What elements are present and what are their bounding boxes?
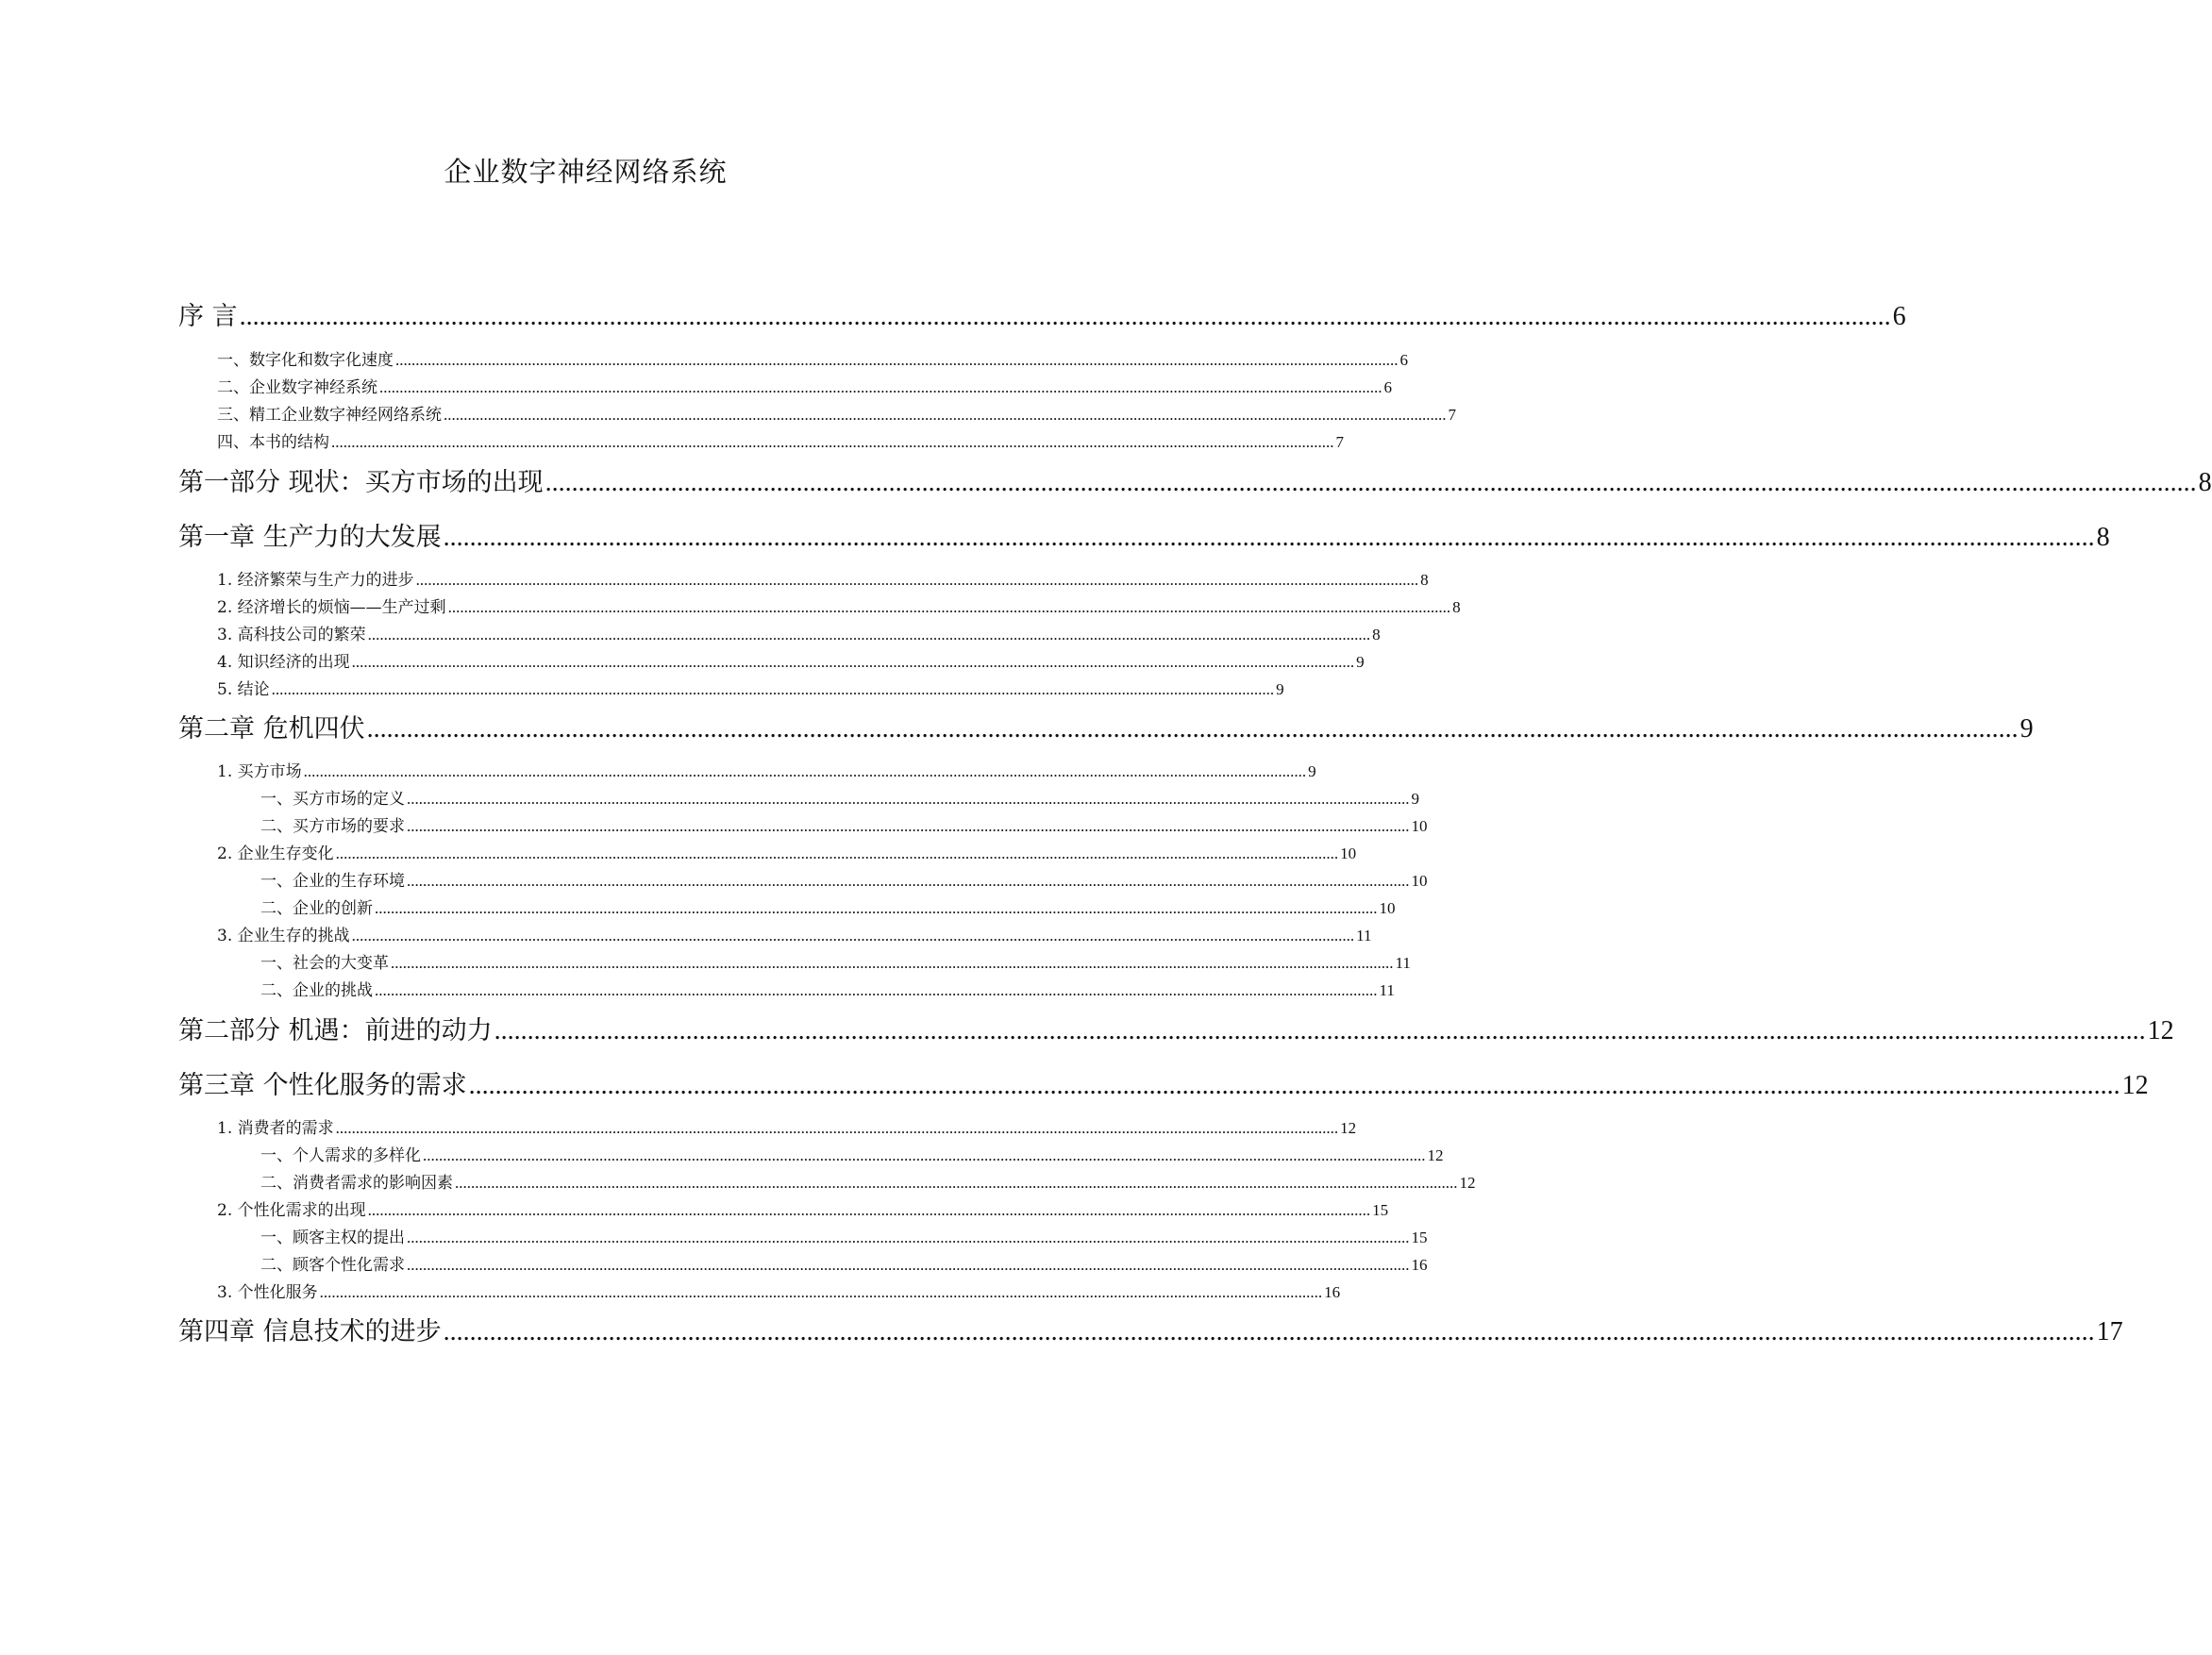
toc-leader-dots: .......................................................................................................................................................................................................................................................... (367, 626, 1371, 644)
toc-entry-label: 3. 高科技公司的繁荣 (217, 626, 366, 644)
toc-entry-label: 第二部分 机遇：前进的动力 (178, 1016, 493, 1045)
toc-page-number: 11 (1356, 927, 1372, 945)
toc-entry-subsection[interactable] (260, 896, 1396, 921)
toc-entry-label: 5. 结论 (217, 680, 270, 699)
toc-page-number: 10 (1411, 817, 1428, 835)
toc-page-number: 7 (1448, 406, 1456, 424)
toc-entry-section[interactable] (217, 650, 1365, 675)
toc-entry-label: 4. 知识经济的出现 (217, 653, 350, 672)
toc-entry-label: 二、消费者需求的影响因素 (260, 1174, 453, 1193)
toc-entry-subsection[interactable] (260, 1253, 1428, 1278)
toc-entry-label: 一、顾客主权的提出 (260, 1229, 405, 1247)
toc-page-number: 11 (1379, 981, 1395, 999)
toc-page-number: 9 (1356, 653, 1365, 671)
toc-page-number: 12 (2147, 1016, 2174, 1045)
toc-entry-preface[interactable] (178, 298, 1906, 336)
toc-entry-label: 2. 企业生存变化 (217, 844, 334, 863)
toc-page-number: 10 (1411, 872, 1428, 890)
toc-page-number: 11 (1395, 954, 1411, 972)
toc-entry-section[interactable] (217, 1280, 1341, 1305)
toc-entry-label: 3. 个性化服务 (217, 1283, 318, 1302)
toc-entry-chapter[interactable] (178, 519, 2110, 557)
toc-entry-label: 第二章 危机四伏 (178, 714, 365, 744)
toc-leader-dots: .......................................................................................................................................................................................................................................................... (375, 981, 1378, 999)
toc-page-number: 15 (1372, 1201, 1389, 1219)
toc-leader-dots: .......................................................................................................................................................................................................................................................... (319, 1283, 1323, 1301)
toc-entry-subsection[interactable] (260, 1171, 1476, 1195)
toc-page-number: 9 (1276, 680, 1284, 698)
toc-page-number: 6 (1383, 378, 1392, 396)
toc-entry-label: 一、买方市场的定义 (260, 790, 405, 809)
toc-entry-label: 一、企业的生存环境 (260, 872, 405, 891)
document-title: 企业数字神经网络系统 (444, 156, 728, 188)
toc-entry-label: 序 言 (178, 302, 238, 331)
toc-entry-subsection[interactable] (260, 869, 1428, 894)
toc-page-number: 15 (1411, 1229, 1428, 1246)
toc-entry-label: 第三章 个性化服务的需求 (178, 1071, 467, 1100)
toc-page-number: 17 (2096, 1317, 2123, 1346)
toc-page-number: 12 (1427, 1146, 1444, 1164)
toc-entry-section[interactable] (217, 1198, 1389, 1223)
toc-entry-subsection[interactable] (260, 814, 1428, 839)
toc-leader-dots: .......................................................................................................................................................................................................................................................... (415, 571, 1419, 589)
toc-page-number: 9 (2019, 714, 2034, 744)
toc-page-number: 16 (1411, 1256, 1428, 1274)
toc-entry-section[interactable] (217, 348, 1408, 373)
toc-entry-label: 1. 消费者的需求 (217, 1119, 334, 1138)
toc-page-number: 8 (1372, 626, 1381, 644)
toc-page-number: 7 (1335, 433, 1344, 451)
toc-entry-section[interactable] (217, 924, 1372, 948)
toc-page-number: 12 (1340, 1119, 1357, 1137)
toc-leader-dots: .......................................................................................................................................................................................................................................................... (407, 817, 1410, 835)
toc-page-number: 6 (1399, 351, 1408, 369)
toc-entry-section[interactable] (217, 760, 1316, 784)
toc-leader-dots: .......................................................................................................................................................................................................................................................... (395, 351, 1399, 369)
toc-leader-dots: .......................................................................................................................................................................................................................................................... (407, 790, 1410, 808)
toc-page-number: 12 (1459, 1174, 1476, 1192)
toc-leader-dots: .......................................................................................................................................................................................................................................................... (407, 1229, 1410, 1246)
toc-entry-section[interactable] (217, 1116, 1357, 1141)
toc-leader-dots: .......................................................................................................................................................................................................................................................... (335, 844, 1339, 862)
toc-entry-label: 四、本书的结构 (217, 433, 329, 452)
toc-leader-dots: .......................................................................................................................................................................................................................................................... (545, 468, 2197, 497)
toc-page-number: 12 (2121, 1071, 2149, 1100)
toc-page-number: 9 (1411, 790, 1419, 808)
toc-leader-dots: .......................................................................................................................................................................................................................................................... (379, 378, 1382, 396)
toc-leader-dots: .......................................................................................................................................................................................................................................................... (375, 899, 1378, 917)
toc-page-number: 8 (2198, 468, 2212, 497)
toc-entry-label: 二、顾客个性化需求 (260, 1256, 405, 1275)
toc-page-number: 10 (1379, 899, 1396, 917)
toc-entry-chapter[interactable] (178, 710, 2034, 748)
toc-leader-dots: .......................................................................................................................................................................................................................................................... (443, 523, 2095, 552)
toc-leader-dots: .......................................................................................................................................................................................................................................................... (391, 954, 1394, 972)
toc-entry-subsection[interactable] (260, 951, 1411, 976)
toc-entry-section[interactable] (217, 677, 1284, 702)
toc-entry-subsection[interactable] (260, 787, 1419, 811)
toc-page-number: 8 (1452, 598, 1461, 616)
toc-entry-label: 二、企业数字神经系统 (217, 378, 377, 397)
toc-entry-section[interactable] (217, 376, 1392, 400)
toc-leader-dots: .......................................................................................................................................................................................................................................................... (468, 1071, 2120, 1100)
toc-entry-label: 一、个人需求的多样化 (260, 1146, 421, 1165)
toc-entry-section[interactable] (217, 568, 1429, 593)
toc-entry-label: 二、企业的挑战 (260, 981, 373, 1000)
toc-entry-label: 第四章 信息技术的进步 (178, 1317, 442, 1346)
toc-entry-label: 一、社会的大变革 (260, 954, 389, 973)
toc-entry-label: 3. 企业生存的挑战 (217, 927, 350, 945)
table-of-contents (178, 0, 2212, 1655)
toc-entry-section[interactable] (217, 430, 1344, 455)
toc-leader-dots: .......................................................................................................................................................................................................................................................... (494, 1016, 2146, 1045)
toc-entry-label: 第一部分 现状：买方市场的出现 (178, 468, 544, 497)
toc-leader-dots: .......................................................................................................................................................................................................................................................... (367, 1201, 1371, 1219)
toc-entry-label: 二、企业的创新 (260, 899, 373, 918)
toc-page-number: 9 (1308, 762, 1316, 780)
toc-leader-dots: .......................................................................................................................................................................................................................................................... (444, 406, 1447, 424)
toc-page-number: 16 (1324, 1283, 1341, 1301)
toc-page-number: 10 (1340, 844, 1357, 862)
toc-entry-label: 一、数字化和数字化速度 (217, 351, 394, 370)
toc-leader-dots: .......................................................................................................................................................................................................................................................... (335, 1119, 1339, 1137)
toc-leader-dots: .......................................................................................................................................................................................................................................................... (351, 927, 1355, 945)
toc-entry-section[interactable] (217, 842, 1357, 866)
toc-entry-chapter[interactable] (178, 1067, 2149, 1105)
toc-leader-dots: .......................................................................................................................................................................................................................................................... (331, 433, 1334, 451)
toc-entry-section[interactable] (217, 623, 1381, 647)
toc-leader-dots: .......................................................................................................................................................................................................................................................... (447, 598, 1451, 616)
toc-entry-label: 2. 个性化需求的出现 (217, 1201, 366, 1220)
toc-leader-dots: .......................................................................................................................................................................................................................................................... (407, 872, 1410, 890)
toc-entry-label: 三、精工企业数字神经网络系统 (217, 406, 442, 425)
toc-entry-part[interactable] (178, 464, 2212, 502)
toc-leader-dots: .......................................................................................................................................................................................................................................................... (239, 302, 1891, 331)
toc-leader-dots: .......................................................................................................................................................................................................................................................... (351, 653, 1355, 671)
toc-entry-label: 第一章 生产力的大发展 (178, 523, 442, 552)
toc-entry-subsection[interactable] (260, 1144, 1444, 1168)
toc-entry-label: 1. 买方市场 (217, 762, 302, 781)
toc-leader-dots: .......................................................................................................................................................................................................................................................... (303, 762, 1307, 780)
toc-entry-section[interactable] (217, 595, 1461, 620)
toc-leader-dots: .......................................................................................................................................................................................................................................................... (443, 1317, 2095, 1346)
toc-page-number: 8 (2096, 523, 2110, 552)
toc-entry-section[interactable] (217, 403, 1456, 427)
toc-leader-dots: .......................................................................................................................................................................................................................................................... (271, 680, 1275, 698)
toc-page-number: 6 (1892, 302, 1906, 331)
toc-leader-dots: .......................................................................................................................................................................................................................................................... (455, 1174, 1458, 1192)
toc-entry-label: 二、买方市场的要求 (260, 817, 405, 836)
toc-page-number: 8 (1420, 571, 1429, 589)
toc-leader-dots: .......................................................................................................................................................................................................................................................... (423, 1146, 1426, 1164)
toc-entry-chapter[interactable] (178, 1313, 2123, 1351)
toc-entry-subsection[interactable] (260, 978, 1395, 1003)
toc-leader-dots: .......................................................................................................................................................................................................................................................... (366, 714, 2019, 744)
toc-entry-subsection[interactable] (260, 1226, 1428, 1250)
toc-entry-label: 2. 经济增长的烦恼——生产过剩 (217, 598, 446, 617)
toc-entry-part[interactable] (178, 1012, 2174, 1050)
toc-leader-dots: .......................................................................................................................................................................................................................................................... (407, 1256, 1410, 1274)
toc-entry-label: 1. 经济繁荣与生产力的进步 (217, 571, 414, 590)
